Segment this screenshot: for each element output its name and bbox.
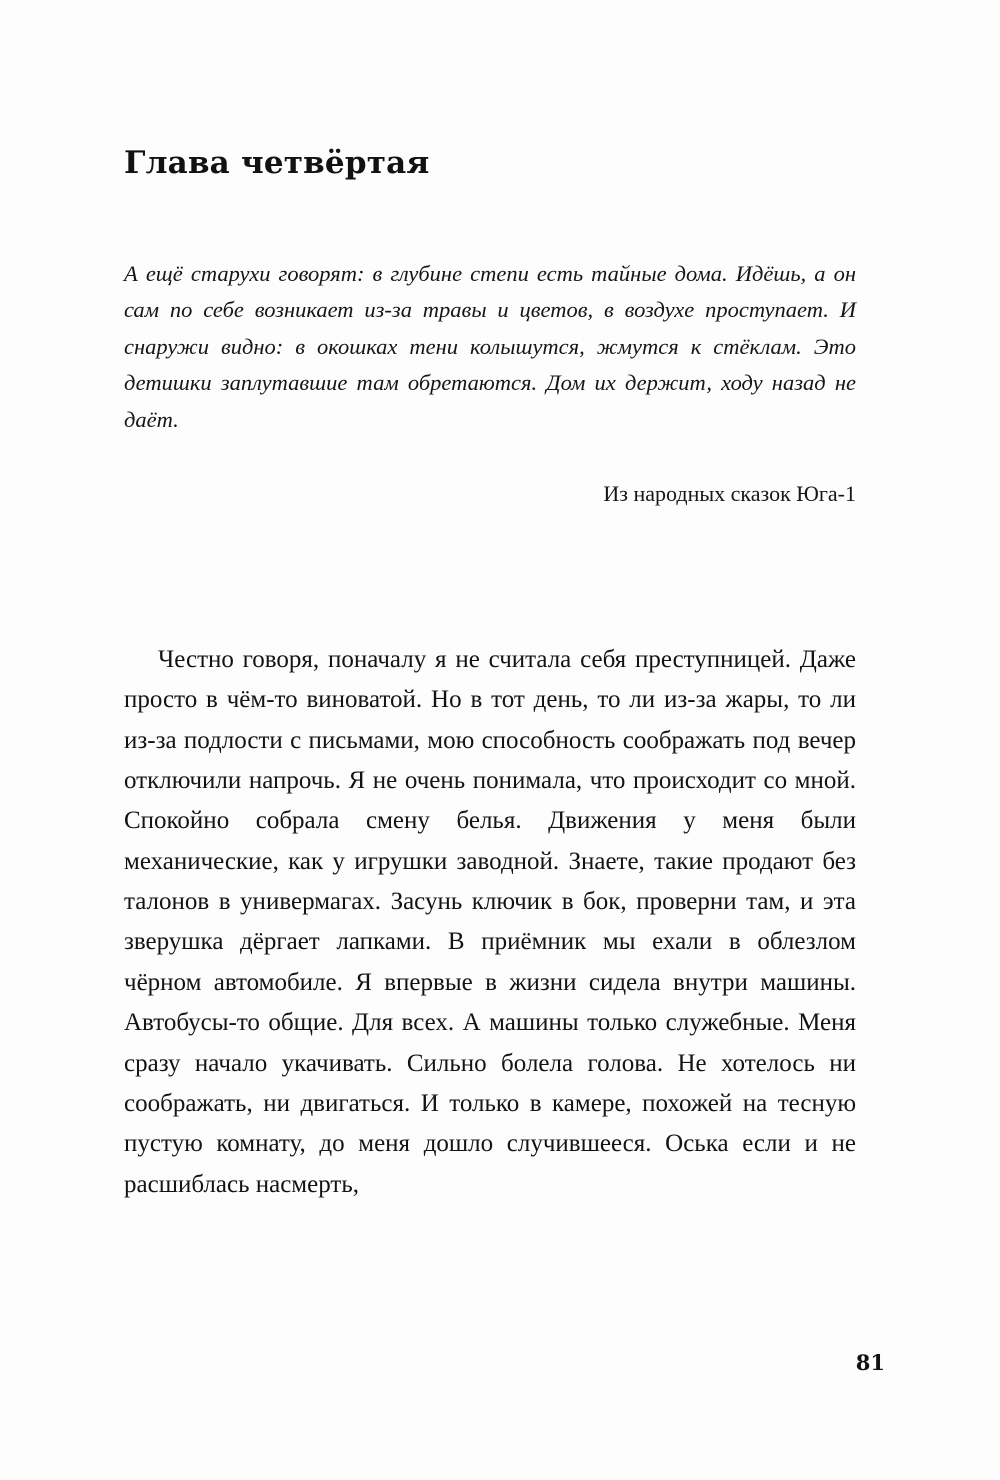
page-content bbox=[124, 0, 856, 1205]
epigraph-source: Из народных сказок Юга-1 bbox=[603, 481, 856, 507]
epigraph-text: А ещё старухи говорят: в глубине степи есть тайные дома. Идёшь, а он сам по себе возникает из-за травы и цветов, в воздухе проступает. И снаружи видно: в окошках тени колышутся, жмутся к стёклам. Это детишки заплутавшие там обретаются. Дом их держит, ходу назад не даёт. bbox=[124, 261, 856, 432]
page-number: 81 bbox=[855, 1350, 885, 1375]
chapter-title: Глава четвёртая bbox=[124, 145, 430, 181]
epigraph-block bbox=[124, 256, 856, 512]
body-text bbox=[124, 640, 856, 1205]
body-paragraph: Честно говоря, поначалу я не считала себя преступницей. Даже просто в чём-то виноватой. Но в тот день, то ли из-за жары, то ли из-за подлости с письмами, мою способность соображать под вечер отключили напрочь. Я не очень понимала, что происходит со мной. Спокойно собрала смену белья. Движения у меня были механические, как у игрушки заводной. Знаете, такие продают без талонов в универмагах. Засунь ключик в бок, проверни там, и эта зверушка дёргает лапками. В приёмник мы ехали в облезлом чёрном автомобиле. Я впервые в жизни сидела внутри машины. Автобусы-то общие. Для всех. А машины только служебные. Меня сразу начало укачивать. Сильно болела голова. Не хотелось ни соображать, ни двигаться. И только в камере, похожей на тесную пустую комнату, до меня дошло случившееся. Оська если и не расшиблась насмерть, bbox=[124, 645, 856, 1198]
